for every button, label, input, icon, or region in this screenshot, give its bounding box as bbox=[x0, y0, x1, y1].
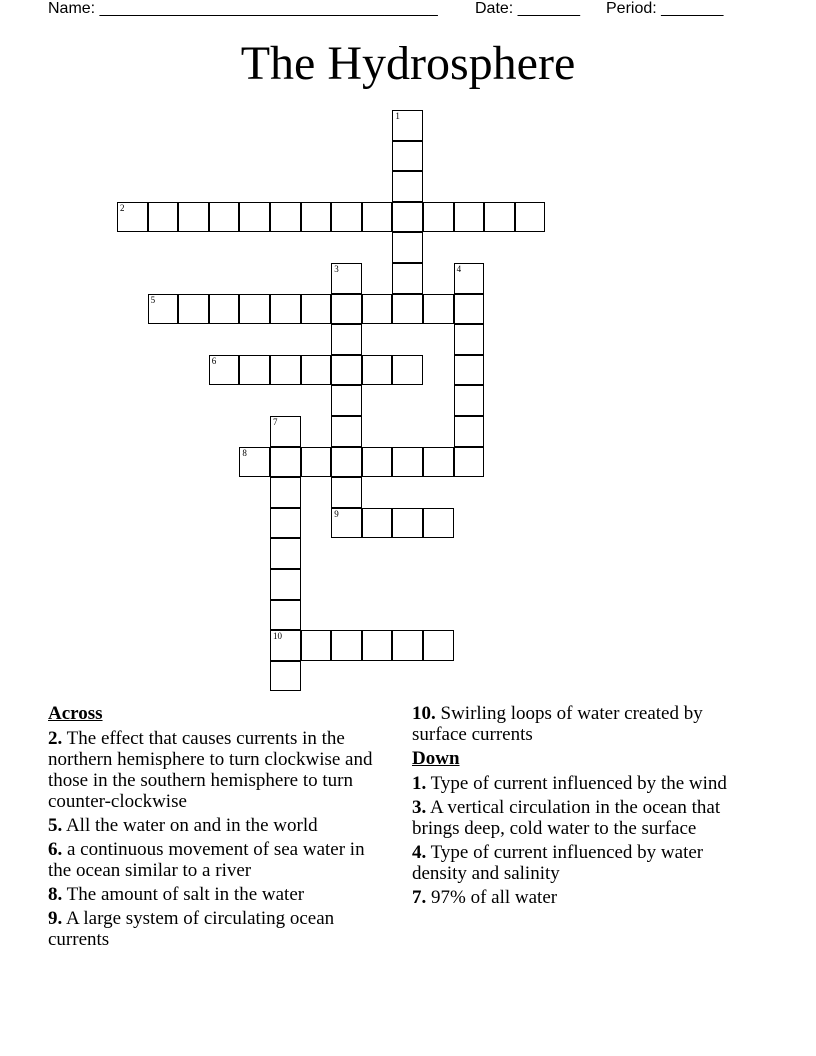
clue-number-label: 2 bbox=[120, 202, 125, 213]
clue-across-10: 10. Swirling loops of water created by surface currents bbox=[412, 703, 703, 745]
clue-number-label: 7 bbox=[273, 417, 278, 427]
grid-cell[interactable] bbox=[270, 202, 301, 233]
grid-cell[interactable] bbox=[454, 355, 485, 386]
clue-number-label: 5 bbox=[150, 294, 156, 305]
grid-cell[interactable] bbox=[331, 294, 362, 325]
grid-cell[interactable] bbox=[454, 447, 485, 478]
grid-cell[interactable] bbox=[331, 324, 362, 355]
clue-number-label: 1 bbox=[395, 111, 400, 121]
grid-cell[interactable] bbox=[454, 294, 485, 325]
grid-cell[interactable] bbox=[392, 630, 423, 661]
grid-cell[interactable] bbox=[301, 294, 332, 325]
clue-down-4: 4. Type of current influenced by water density and salinity bbox=[412, 842, 704, 884]
grid-cell[interactable] bbox=[392, 508, 423, 539]
grid-cell[interactable] bbox=[454, 416, 485, 447]
grid-cell[interactable] bbox=[362, 202, 393, 233]
grid-cell[interactable] bbox=[239, 355, 270, 386]
grid-cell[interactable] bbox=[331, 385, 362, 416]
grid-cell[interactable] bbox=[331, 263, 362, 294]
clue-across-5: 5. All the water on and in the world bbox=[48, 815, 318, 836]
grid-cell[interactable] bbox=[423, 630, 454, 661]
grid-cell[interactable] bbox=[209, 355, 240, 386]
grid-cell[interactable] bbox=[392, 232, 423, 263]
grid-cell[interactable] bbox=[270, 447, 301, 478]
grid-cell[interactable] bbox=[239, 294, 270, 325]
grid-cell[interactable] bbox=[239, 202, 270, 233]
grid-cell[interactable] bbox=[454, 202, 485, 233]
grid-cell[interactable] bbox=[362, 508, 393, 539]
grid-cell[interactable] bbox=[270, 416, 301, 447]
grid-cell[interactable] bbox=[392, 202, 423, 233]
grid-cell[interactable] bbox=[270, 600, 301, 631]
grid-cell[interactable] bbox=[362, 630, 393, 661]
grid-cell[interactable] bbox=[117, 202, 148, 233]
grid-cell[interactable] bbox=[270, 294, 301, 325]
grid-cell[interactable] bbox=[362, 355, 393, 386]
grid-cell[interactable] bbox=[392, 110, 423, 141]
clue-down-7: 7. 97% of all water bbox=[412, 887, 558, 908]
clue-number-label: 10 bbox=[273, 631, 282, 642]
clue-down-1: 1. Type of current influenced by the wind bbox=[412, 773, 727, 794]
clue-across-9: 9. A large system of circulating ocean currents bbox=[48, 908, 335, 950]
grid-cell[interactable] bbox=[392, 447, 423, 478]
grid-cell[interactable] bbox=[331, 447, 362, 478]
clues-column-right bbox=[412, 703, 757, 911]
grid-cell[interactable] bbox=[331, 630, 362, 661]
grid-cell[interactable] bbox=[515, 202, 546, 233]
grid-cell[interactable] bbox=[423, 294, 454, 325]
grid-cell[interactable] bbox=[301, 630, 332, 661]
clue-down-3: 3. A vertical circulation in the ocean that brings deep, cold water to the surface bbox=[412, 797, 721, 839]
grid-cell[interactable] bbox=[270, 355, 301, 386]
clue-number-label: 3 bbox=[334, 264, 339, 274]
grid-cell[interactable] bbox=[392, 171, 423, 202]
clues-column-left bbox=[48, 703, 383, 953]
grid-cell[interactable] bbox=[270, 477, 301, 508]
grid-cell[interactable] bbox=[392, 294, 423, 325]
grid-cell[interactable] bbox=[148, 294, 179, 325]
grid-cell[interactable] bbox=[301, 202, 332, 233]
name-field[interactable]: Name: ______________________________________ bbox=[48, 0, 438, 17]
grid-cell[interactable] bbox=[209, 294, 240, 325]
grid-cell[interactable] bbox=[454, 263, 485, 294]
clue-across-2: 2. The effect that causes currents in the northern hemisphere to turn clockwise and those in the southern hemisphere to turn counter-clockwise bbox=[48, 728, 373, 812]
grid-cell[interactable] bbox=[362, 294, 393, 325]
across-heading: Across bbox=[48, 703, 103, 724]
clue-number-label: 4 bbox=[456, 264, 462, 274]
grid-cell[interactable] bbox=[392, 355, 423, 386]
grid-cell[interactable] bbox=[484, 202, 515, 233]
grid-cell[interactable] bbox=[270, 630, 301, 661]
grid-cell[interactable] bbox=[331, 477, 362, 508]
grid-cell[interactable] bbox=[178, 202, 209, 233]
grid-cell[interactable] bbox=[270, 538, 301, 569]
clue-across-8: 8. The amount of salt in the water bbox=[48, 884, 305, 905]
grid-cell[interactable] bbox=[454, 324, 485, 355]
grid-cell[interactable] bbox=[270, 661, 301, 692]
grid-cell[interactable] bbox=[423, 447, 454, 478]
clue-number-label: 6 bbox=[211, 355, 217, 366]
clue-number-label: 8 bbox=[242, 447, 247, 458]
puzzle-title: The Hydrosphere bbox=[240, 37, 576, 90]
date-field[interactable]: Date: _______ bbox=[475, 0, 580, 17]
grid-cell[interactable] bbox=[423, 508, 454, 539]
grid-cell[interactable] bbox=[301, 447, 332, 478]
grid-cell[interactable] bbox=[331, 355, 362, 386]
grid-cell[interactable] bbox=[270, 508, 301, 539]
grid-cell[interactable] bbox=[392, 263, 423, 294]
grid-cell[interactable] bbox=[331, 202, 362, 233]
grid-cell[interactable] bbox=[392, 141, 423, 172]
grid-cell[interactable] bbox=[362, 447, 393, 478]
grid-cell[interactable] bbox=[331, 508, 362, 539]
grid-cell[interactable] bbox=[209, 202, 240, 233]
grid-cell[interactable] bbox=[301, 355, 332, 386]
grid-cell[interactable] bbox=[148, 202, 179, 233]
clue-across-6: 6. a continuous movement of sea water in the ocean similar to a river bbox=[48, 839, 365, 881]
clue-number-label: 9 bbox=[334, 508, 339, 519]
grid-cell[interactable] bbox=[331, 416, 362, 447]
grid-cell[interactable] bbox=[178, 294, 209, 325]
grid-cell[interactable] bbox=[270, 569, 301, 600]
down-heading: Down bbox=[412, 748, 460, 769]
grid-cell[interactable] bbox=[423, 202, 454, 233]
grid-cell[interactable] bbox=[239, 447, 270, 478]
period-field[interactable]: Period: _______ bbox=[606, 0, 724, 17]
grid-cell[interactable] bbox=[454, 385, 485, 416]
